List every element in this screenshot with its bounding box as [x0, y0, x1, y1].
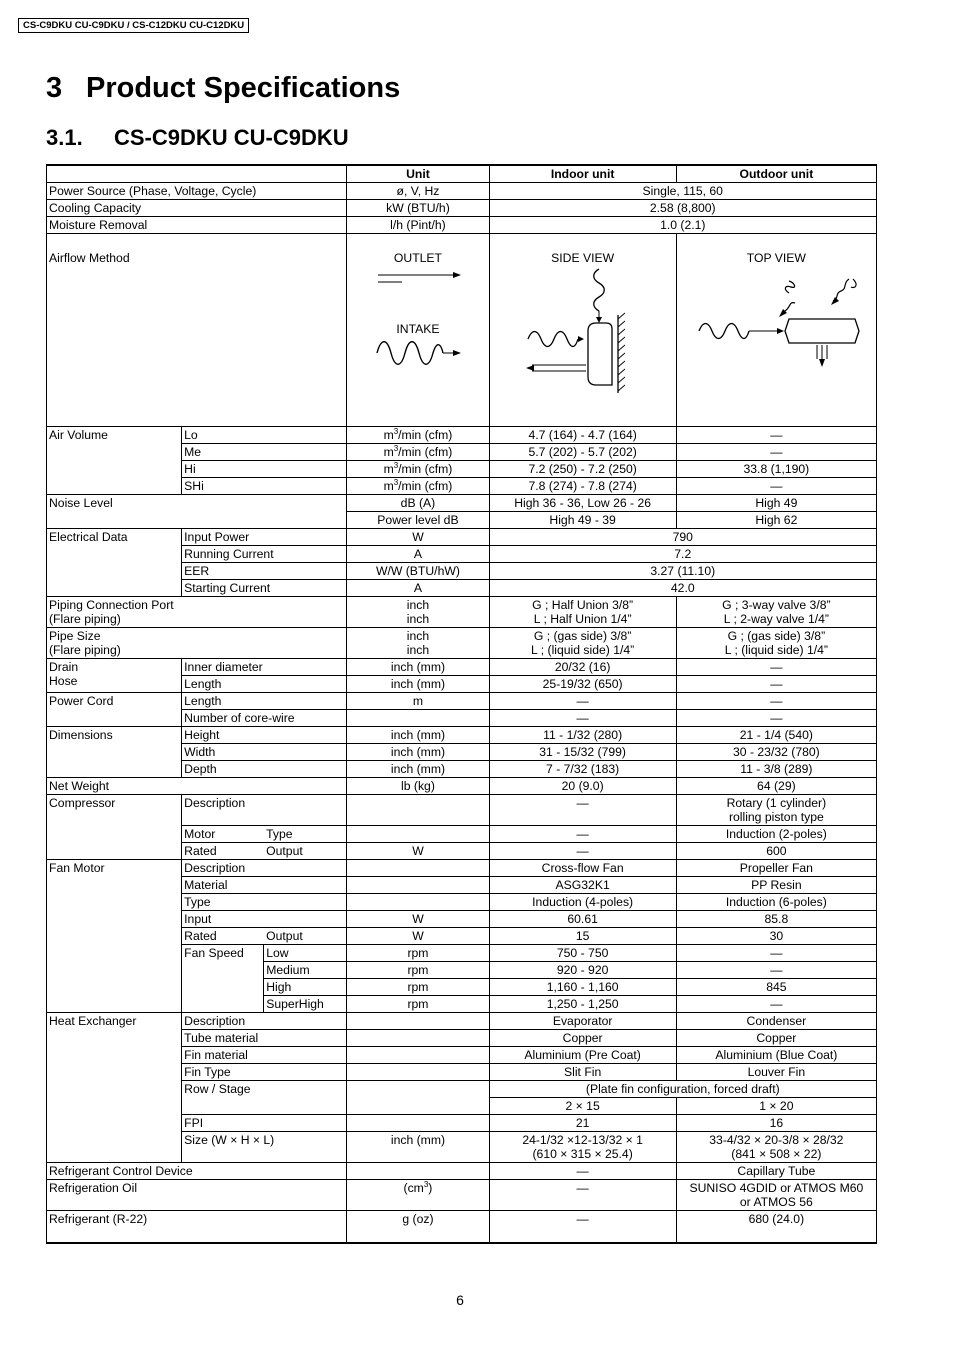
value-cell: Single, 115, 60: [489, 183, 876, 200]
unit-cell: rpm: [347, 945, 489, 962]
unit-cell: inch inch: [347, 628, 489, 659]
top-view-label: TOP VIEW: [746, 251, 806, 265]
indoor-value: G ; (gas side) 3/8” L ; (liquid side) 1/4”: [489, 628, 676, 659]
unit-cell: [347, 710, 489, 727]
outdoor-value: —: [676, 693, 876, 710]
outdoor-value: —: [676, 478, 876, 495]
outdoor-value: 1 × 20: [676, 1098, 876, 1115]
unit-cell: [347, 1081, 489, 1115]
table-row-air-volume-lo: [47, 427, 877, 444]
unit-cell: [347, 1115, 489, 1132]
outdoor-value: 600: [676, 843, 876, 860]
unit-cell: [347, 1064, 489, 1081]
row-label: Piping Connection Port (Flare piping): [47, 597, 347, 628]
header-blank-cell: [47, 165, 347, 183]
intake-wave-arrow-icon: [373, 336, 463, 370]
outdoor-value: High 49: [676, 495, 876, 512]
indoor-value: —: [489, 843, 676, 860]
unit-cell: dB (A): [347, 495, 489, 512]
outdoor-value: 680 (24.0): [676, 1211, 876, 1243]
table-row-electrical-input: [47, 529, 877, 546]
outdoor-value: 845: [676, 979, 876, 996]
indoor-value: —: [489, 1180, 676, 1211]
table-row-airflow-method: [47, 234, 877, 427]
indoor-value: —: [489, 710, 676, 727]
outdoor-value: —: [676, 427, 876, 444]
intake-label: INTAKE: [396, 322, 440, 336]
page-title-text: Product Specifications: [86, 72, 401, 104]
table-row-hex-description: [47, 1013, 877, 1030]
row-sublabel: Me: [182, 444, 347, 461]
unit-cell: $m^3/\min$ (cfm): [347, 478, 489, 495]
table-row-refrigeration-oil: [47, 1180, 877, 1211]
unit-cell: [347, 826, 489, 843]
row-group-label: Air Volume: [47, 427, 182, 495]
table-row-dimensions-height: [47, 727, 877, 744]
unit-cell: kW (BTU/h): [347, 200, 489, 217]
row-group-label: Dimensions: [47, 727, 182, 778]
indoor-value: 7 - 7/32 (183): [489, 761, 676, 778]
indoor-value: 2 × 15: [489, 1098, 676, 1115]
value-cell: 3.27 (11.10): [489, 563, 876, 580]
indoor-value: Induction (4-poles): [489, 894, 676, 911]
outdoor-value: 64 (29): [676, 778, 876, 795]
page-title-number: 3: [46, 72, 63, 104]
unit-cell: $m^3/\min$ (cfm): [347, 444, 489, 461]
section-title: [46, 125, 349, 151]
outdoor-value: Condenser: [676, 1013, 876, 1030]
unit-cell: A: [347, 580, 489, 597]
indoor-value: G ; Half Union 3/8” L ; Half Union 1/4”: [489, 597, 676, 628]
row-sublabel: Motor Type: [182, 826, 347, 843]
outdoor-value: Propeller Fan: [676, 860, 876, 877]
value-cell: 42.0: [489, 580, 876, 597]
indoor-value: ASG32K1: [489, 877, 676, 894]
outdoor-value: —: [676, 962, 876, 979]
unit-cell: m: [347, 693, 489, 710]
table-row-power-source: [47, 183, 877, 200]
unit-cell: A: [347, 546, 489, 563]
unit-cell: Power level dB: [347, 512, 489, 529]
unit-cell: $m^3/\min$ (cfm): [347, 461, 489, 478]
table-row-fan-description: [47, 860, 877, 877]
outdoor-value: SUNISO 4GDID or ATMOS M60 or ATMOS 56: [676, 1180, 876, 1211]
row-sublabel: Lo: [182, 427, 347, 444]
table-row-refrigerant: [47, 1211, 877, 1243]
row-subsublabel: Low: [264, 945, 347, 962]
row-label: Net Weight: [47, 778, 347, 795]
row-sublabel: Length: [182, 676, 347, 693]
unit-cell: inch (mm): [347, 744, 489, 761]
table-row-net-weight: [47, 778, 877, 795]
unit-cell: [347, 894, 489, 911]
unit-cell: [347, 1030, 489, 1047]
indoor-value: 25-19/32 (650): [489, 676, 676, 693]
indoor-value: 15: [489, 928, 676, 945]
indoor-value: Slit Fin: [489, 1064, 676, 1081]
airflow-top-view-cell: [676, 234, 876, 427]
unit-cell: $m^3/\min$ (cfm): [347, 427, 489, 444]
row-sublabel: Fin Type: [182, 1064, 347, 1081]
outdoor-value: Copper: [676, 1030, 876, 1047]
outdoor-value: —: [676, 945, 876, 962]
indoor-value: —: [489, 826, 676, 843]
row-subsublabel: SuperHigh: [264, 996, 347, 1013]
outdoor-value: High 62: [676, 512, 876, 529]
row-label: Pipe Size (Flare piping): [47, 628, 347, 659]
unit-cell: W: [347, 928, 489, 945]
unit-cell: [347, 1163, 489, 1180]
row-sublabel: Row / Stage: [182, 1081, 347, 1115]
indoor-value: 1,250 - 1,250: [489, 996, 676, 1013]
row-sublabel: Material: [182, 877, 347, 894]
indoor-value: 750 - 750: [489, 945, 676, 962]
row-label: Cooling Capacity: [47, 200, 347, 217]
outdoor-value: G ; (gas side) 3/8” L ; (liquid side) 1/4”: [676, 628, 876, 659]
row-sublabel: Running Current: [182, 546, 347, 563]
table-row-refrigerant-control: [47, 1163, 877, 1180]
unit-cell: rpm: [347, 979, 489, 996]
unit-cell: inch (mm): [347, 676, 489, 693]
row-group-label: Fan Motor: [47, 860, 182, 1013]
row-label: Power Source (Phase, Voltage, Cycle): [47, 183, 347, 200]
unit-cell: [347, 877, 489, 894]
indoor-value: 1,160 - 1,160: [489, 979, 676, 996]
unit-cell: rpm: [347, 962, 489, 979]
table-row-noise-level: [47, 495, 877, 512]
unit-cell: W: [347, 843, 489, 860]
value-cell: 7.2: [489, 546, 876, 563]
unit-cell: inch (mm): [347, 727, 489, 744]
section-number: 3.1.: [46, 125, 83, 150]
table-row-power-cord-length: [47, 693, 877, 710]
outdoor-value: Induction (2-poles): [676, 826, 876, 843]
row-sublabel: Inner diameter: [182, 659, 347, 676]
unit-cell: W: [347, 911, 489, 928]
indoor-value: —: [489, 795, 676, 826]
value-cell: 2.58 (8,800): [489, 200, 876, 217]
indoor-value: 4.7 (164) - 4.7 (164): [489, 427, 676, 444]
outdoor-value: 85.8: [676, 911, 876, 928]
unit-cell: lb (kg): [347, 778, 489, 795]
outdoor-value: G ; 3-way valve 3/8” L ; 2-way valve 1/4”: [676, 597, 876, 628]
outdoor-value: Rotary (1 cylinder) rolling piston type: [676, 795, 876, 826]
header-outdoor-unit: Outdoor unit: [676, 165, 876, 183]
unit-cell: ø, V, Hz: [347, 183, 489, 200]
row-label: Airflow Method: [47, 234, 347, 427]
outdoor-value: 16: [676, 1115, 876, 1132]
unit-cell: inch inch: [347, 597, 489, 628]
indoor-value: Cross-flow Fan: [489, 860, 676, 877]
outdoor-value: Louver Fin: [676, 1064, 876, 1081]
row-sublabel: Starting Current: [182, 580, 347, 597]
row-sublabel: Width: [182, 744, 347, 761]
indoor-value: 31 - 15/32 (799): [489, 744, 676, 761]
indoor-value: High 49 - 39: [489, 512, 676, 529]
row-group-label: Power Cord: [47, 693, 182, 727]
table-row-compressor-description: [47, 795, 877, 826]
header-unit: Unit: [347, 165, 489, 183]
table-row-cooling-capacity: [47, 200, 877, 217]
outdoor-value: 30: [676, 928, 876, 945]
indoor-value: 20/32 (16): [489, 659, 676, 676]
indoor-value: Copper: [489, 1030, 676, 1047]
indoor-value: 920 - 920: [489, 962, 676, 979]
row-label: Refrigeration Oil: [47, 1180, 347, 1211]
side-view-label: SIDE VIEW: [551, 251, 615, 265]
value-cell: 1.0 (2.1): [489, 217, 876, 234]
outdoor-value: —: [676, 710, 876, 727]
table-row-pipe-size: [47, 628, 877, 659]
row-sublabel: Type: [182, 894, 347, 911]
row-group-label: Electrical Data: [47, 529, 182, 597]
outdoor-value: —: [676, 444, 876, 461]
unit-cell: [347, 795, 489, 826]
indoor-value: —: [489, 1163, 676, 1180]
row-sublabel: Size (W × H × L): [182, 1132, 347, 1163]
outdoor-value: Capillary Tube: [676, 1163, 876, 1180]
row-sublabel: Depth: [182, 761, 347, 778]
indoor-value: Evaporator: [489, 1013, 676, 1030]
row-sublabel: Description: [182, 795, 347, 826]
row-group-label: Drain Hose: [47, 659, 182, 693]
indoor-value: —: [489, 693, 676, 710]
value-cell: (Plate fin configuration, forced draft): [489, 1081, 876, 1098]
unit-cell: rpm: [347, 996, 489, 1013]
outdoor-value: 30 - 23/32 (780): [676, 744, 876, 761]
outdoor-value: 33.8 (1,190): [676, 461, 876, 478]
unit-cell: inch (mm): [347, 761, 489, 778]
indoor-value: 20 (9.0): [489, 778, 676, 795]
document-model-tag: CS-C9DKU CU-C9DKU / CS-C12DKU CU-C12DKU: [18, 18, 249, 33]
row-sublabel: Description: [182, 860, 347, 877]
unit-cell: inch (mm): [347, 659, 489, 676]
row-sublabel: EER: [182, 563, 347, 580]
row-sublabel: Fan Speed: [182, 945, 264, 1013]
outlet-label: OUTLET: [393, 251, 442, 265]
table-row-moisture-removal: [47, 217, 877, 234]
row-sublabel: Length: [182, 693, 347, 710]
indoor-value: 5.7 (202) - 5.7 (202): [489, 444, 676, 461]
row-label: Refrigerant (R-22): [47, 1211, 347, 1243]
outdoor-value: Aluminium (Blue Coat): [676, 1047, 876, 1064]
row-sublabel: Fin material: [182, 1047, 347, 1064]
indoor-value: 7.8 (274) - 7.8 (274): [489, 478, 676, 495]
outdoor-value: —: [676, 676, 876, 693]
unit-cell: [347, 860, 489, 877]
unit-cell: g (oz): [347, 1211, 489, 1243]
side-view-diagram-icon: [518, 265, 648, 395]
outlet-arrow-icon: [373, 265, 463, 293]
airflow-outlet-intake-cell: [347, 234, 489, 427]
row-sublabel: Input Power: [182, 529, 347, 546]
indoor-value: Aluminium (Pre Coat): [489, 1047, 676, 1064]
page-title: [46, 72, 400, 105]
outdoor-value: Induction (6-poles): [676, 894, 876, 911]
row-subsublabel: Medium: [264, 962, 347, 979]
row-group-label: Heat Exchanger: [47, 1013, 182, 1163]
unit-cell: $(cm^3)$: [347, 1180, 489, 1211]
row-label: Moisture Removal: [47, 217, 347, 234]
outdoor-value: —: [676, 996, 876, 1013]
row-subsublabel: High: [264, 979, 347, 996]
indoor-value: 21: [489, 1115, 676, 1132]
header-indoor-unit: Indoor unit: [489, 165, 676, 183]
indoor-value: 11 - 1/32 (280): [489, 727, 676, 744]
outdoor-value: PP Resin: [676, 877, 876, 894]
top-view-diagram-icon: [691, 265, 861, 395]
table-row-piping-port: [47, 597, 877, 628]
unit-cell: [347, 1013, 489, 1030]
outdoor-value: 11 - 3/8 (289): [676, 761, 876, 778]
row-sublabel: Tube material: [182, 1030, 347, 1047]
row-sublabel: Rated Output: [182, 843, 347, 860]
row-label: Refrigerant Control Device: [47, 1163, 347, 1180]
row-group-label: Compressor: [47, 795, 182, 860]
section-title-text: CS-C9DKU CU-C9DKU: [114, 125, 349, 150]
row-sublabel: Description: [182, 1013, 347, 1030]
indoor-value: —: [489, 1211, 676, 1243]
specifications-table: [46, 164, 877, 1244]
unit-cell: W: [347, 529, 489, 546]
unit-cell: l/h (Pint/h): [347, 217, 489, 234]
row-sublabel: Rated Output: [182, 928, 347, 945]
row-sublabel: Hi: [182, 461, 347, 478]
row-sublabel: Number of core-wire: [182, 710, 347, 727]
row-sublabel: FPI: [182, 1115, 347, 1132]
indoor-value: 60.61: [489, 911, 676, 928]
page-number: 6: [456, 1292, 464, 1308]
airflow-side-view-cell: [489, 234, 676, 427]
row-label: Noise Level: [47, 495, 347, 529]
unit-cell: inch (mm): [347, 1132, 489, 1163]
unit-cell: [347, 1047, 489, 1064]
unit-cell: W/W (BTU/hW): [347, 563, 489, 580]
indoor-value: 24-1/32 ×12-13/32 × 1 (610 × 315 × 25.4): [489, 1132, 676, 1163]
row-sublabel: Input: [182, 911, 347, 928]
table-header-row: [47, 165, 877, 183]
outdoor-value: 21 - 1/4 (540): [676, 727, 876, 744]
indoor-value: 7.2 (250) - 7.2 (250): [489, 461, 676, 478]
value-cell: 790: [489, 529, 876, 546]
table-row-drain-inner: [47, 659, 877, 676]
outdoor-value: —: [676, 659, 876, 676]
indoor-value: High 36 - 36, Low 26 - 26: [489, 495, 676, 512]
row-sublabel: SHi: [182, 478, 347, 495]
outdoor-value: 33-4/32 × 20-3/8 × 28/32 (841 × 508 × 22): [676, 1132, 876, 1163]
row-sublabel: Height: [182, 727, 347, 744]
